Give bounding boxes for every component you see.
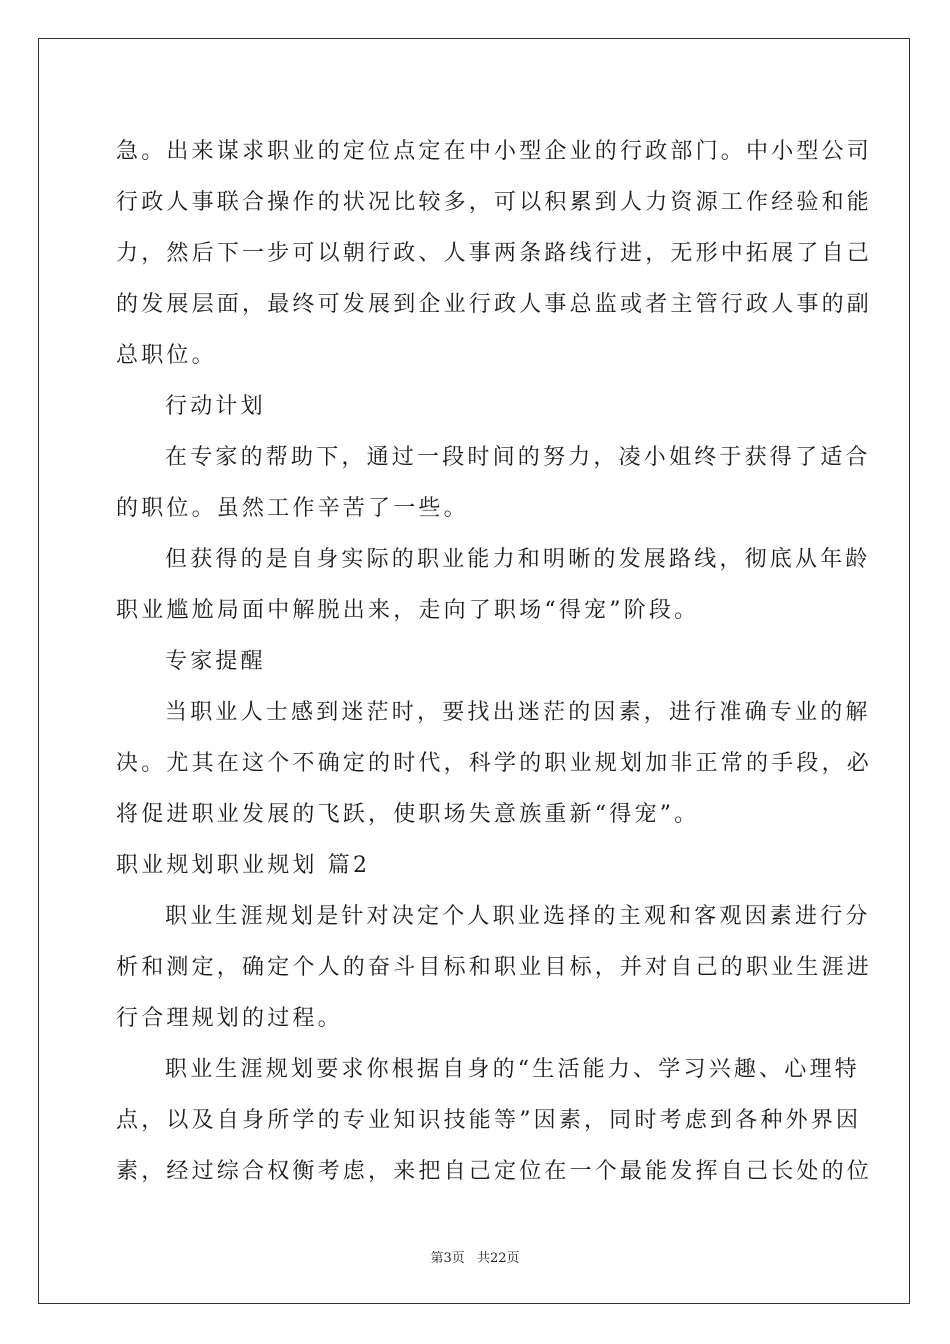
section-heading: 专家提醒 — [165, 649, 266, 674]
section-heading: 行动计划 — [165, 394, 266, 419]
text-line: 在专家的帮助下，通过一段时间的努力，凌小姐终于获得了适合 — [165, 445, 871, 470]
text-line: 行政人事联合操作的状况比较多，可以积累到人力资源工作经验和能 — [116, 190, 873, 215]
text-line: 当职业人士感到迷茫时，要找出迷茫的因素，进行准确专业的解 — [165, 700, 871, 725]
text-line: 总职位。 — [116, 343, 217, 368]
text-line: 的发展层面，最终可发展到企业行政人事总监或者主管行政人事的副 — [116, 292, 873, 317]
document-body — [116, 126, 873, 1197]
text-line: 急。出来谋求职业的定位点定在中小型企业的行政部门。中小型公司 — [116, 139, 873, 164]
text-line: 将促进职业发展的飞跃，使职场失意族重新“得宠”。 — [116, 802, 700, 827]
article-title: 职业规划职业规划 篇2 — [116, 853, 371, 878]
text-line: 职业生涯规划是针对决定个人职业选择的主观和客观因素进行分 — [165, 904, 871, 929]
text-line: 的职位。虽然工作辛苦了一些。 — [116, 496, 469, 521]
text-line: 素，经过综合权衡考虑，来把自己定位在一个最能发挥自己长处的位 — [116, 1159, 873, 1184]
text-line: 职业尴尬局面中解脱出来，走向了职场“得宠”阶段。 — [116, 598, 700, 623]
page-number: 第3页 — [430, 1251, 465, 1266]
page-footer — [0, 1247, 950, 1266]
text-line: 力，然后下一步可以朝行政、人事两条路线行进，无形中拓展了自己 — [116, 241, 873, 266]
text-line: 职业生涯规划要求你根据自身的“生活能力、学习兴趣、心理特 — [165, 1057, 860, 1082]
text-line: 析和测定，确定个人的奋斗目标和职业目标，并对自己的职业生涯进 — [116, 955, 873, 980]
text-line: 点，以及自身所学的专业知识技能等”因素，同时考虑到各种外界因 — [116, 1108, 862, 1133]
text-line: 但获得的是自身实际的职业能力和明晰的发展路线，彻底从年龄 — [165, 547, 871, 572]
total-pages: 共22页 — [476, 1251, 520, 1266]
text-line: 决。尤其在这个不确定的时代，科学的职业规划加非正常的手段，必 — [116, 751, 873, 776]
text-line: 行合理规划的过程。 — [116, 1006, 343, 1031]
